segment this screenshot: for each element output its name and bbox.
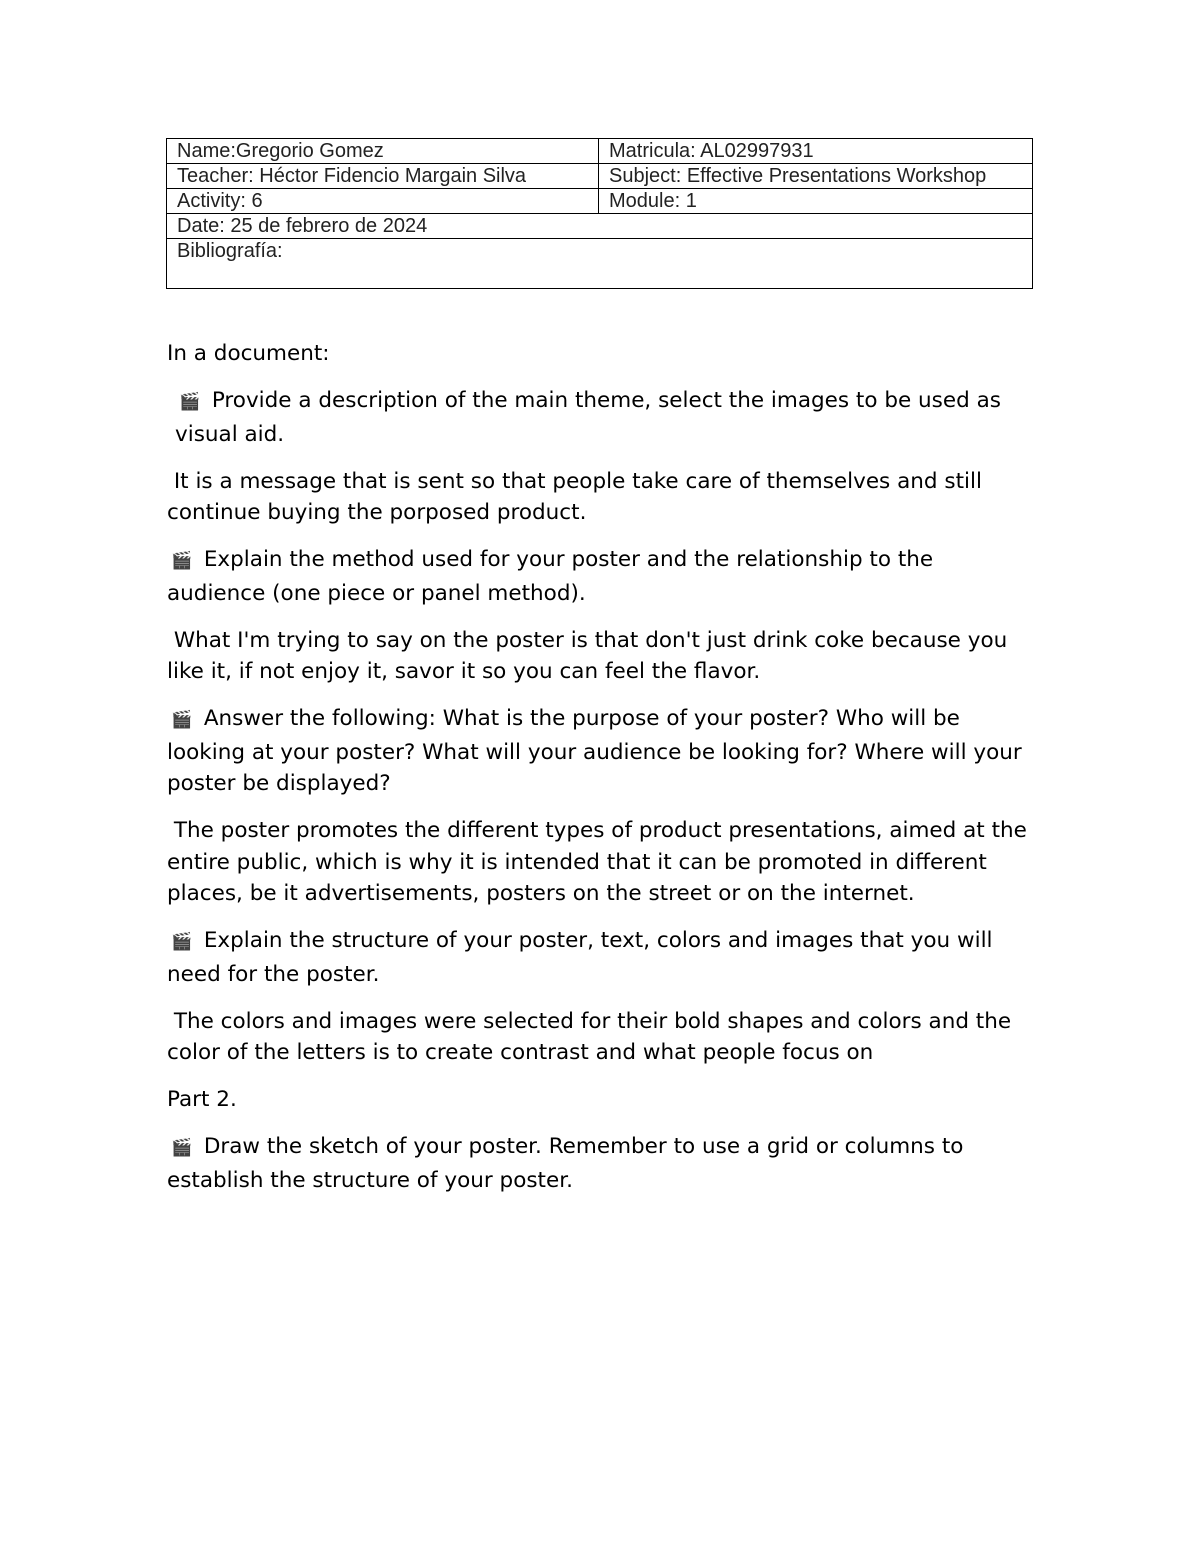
question-2-text: Explain the method used for your poster and the relationship to the audience (one piece or panel method). — [167, 547, 934, 606]
module-cell: Module: 1 — [599, 189, 1033, 214]
table-row — [167, 189, 1033, 214]
question-5-text: Draw the sketch of your poster. Remember to use a grid or columns to establish the structure of your poster. — [167, 1134, 964, 1193]
answer-2 — [167, 625, 1037, 688]
teacher-cell: Teacher: Héctor Fidencio Margain Silva — [167, 164, 599, 189]
question-1-text: Provide a description of the main theme, select the images to be used as visual aid. — [175, 388, 1001, 447]
clapperboard-icon: 🎬 — [179, 392, 201, 412]
question-4-text: Explain the structure of your poster, text, colors and images that you will need for the poster. — [167, 928, 993, 987]
question-4 — [167, 925, 1037, 990]
subject-cell: Subject: Effective Presentations Workshop — [599, 164, 1033, 189]
date-cell: Date: 25 de febrero de 2024 — [167, 214, 1033, 239]
clapperboard-icon: 🎬 — [171, 710, 193, 730]
clapperboard-icon: 🎬 — [171, 932, 193, 952]
answer-4 — [167, 1006, 1037, 1069]
intro-paragraph: In a document: — [167, 341, 330, 366]
answer-2-text: What I'm trying to say on the poster is that don't just drink coke because you like it, if not enjoy it, savor it so you can feel the flavor. — [167, 627, 1008, 684]
question-3-text: Answer the following: What is the purpose of your poster? Who will be looking at your poster? What will your audience be looking for? Where will your poster be displayed? — [167, 706, 1022, 796]
bibliografia-cell: Bibliografía: — [167, 239, 1033, 289]
question-5 — [167, 1131, 1037, 1196]
answer-1 — [167, 466, 1037, 529]
answer-1-text: It is a message that is sent so that people take care of themselves and still continue buying the porposed product. — [167, 468, 982, 525]
clapperboard-icon: 🎬 — [171, 1138, 193, 1158]
table-row — [167, 214, 1033, 239]
table-row — [167, 139, 1033, 164]
matricula-cell: Matricula: AL02997931 — [599, 139, 1033, 164]
table-row — [167, 239, 1033, 289]
answer-3 — [167, 815, 1037, 910]
table-row — [167, 164, 1033, 189]
answer-4-text: The colors and images were selected for their bold shapes and colors and the color of the letters is to create contrast and what people focus on — [167, 1008, 1012, 1065]
activity-cell: Activity: 6 — [167, 189, 599, 214]
part-2-heading: Part 2. — [167, 1087, 237, 1112]
question-1 — [167, 385, 1037, 450]
question-3 — [167, 703, 1037, 800]
answer-3-text: The poster promotes the different types of product presentations, aimed at the entire public, which is why it is intended that it can be promoted in different places, be it advertisements, posters on the street or on the internet. — [167, 818, 1027, 906]
student-info-table — [166, 138, 1033, 289]
question-2 — [167, 544, 1037, 609]
clapperboard-icon: 🎬 — [171, 551, 193, 571]
name-cell: Name:Gregorio Gomez — [167, 139, 599, 164]
document-body — [167, 338, 1037, 1212]
